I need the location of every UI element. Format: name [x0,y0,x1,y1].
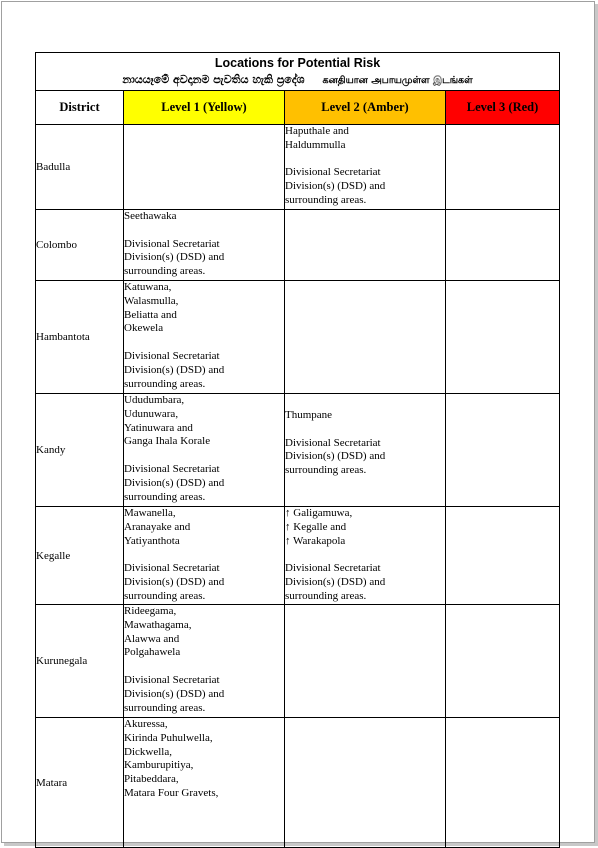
level-3-cell [446,394,560,507]
location-line: Dickwella, [124,745,172,758]
location-line: Haldummulla [285,138,346,151]
dsd-note-line: Divisional Secretariat [285,562,381,575]
dsd-note-line: Division(s) (DSD) and [285,450,386,463]
location-line: Haputhale and [285,125,349,137]
spacer [124,336,284,350]
level-2-cell [285,605,446,718]
dsd-note-line: surrounding areas. [124,701,206,714]
dsd-note-line: surrounding areas. [124,265,206,278]
location-line: Thumpane [285,409,333,421]
dsd-note-line: Division(s) (DSD) and [124,363,225,376]
level-2-cell [285,210,446,281]
dsd-note-line: surrounding areas. [285,589,367,602]
location-line: Rideegama, [124,605,177,617]
title-sinhala: නායයෑමේ අවදානම පැවතිය හැකි ප්‍රදේශ [122,73,305,86]
location-line: Katuwana, [124,281,172,293]
level-3-cell [446,281,560,394]
level-1-cell [124,394,285,507]
level-2-cell [285,507,446,605]
level-1-cell [124,507,285,605]
location-line: Yatiyanthota [124,534,180,547]
table-row [36,605,560,718]
level-3-cell [446,605,560,718]
table-row [36,125,560,210]
risk-table [35,52,560,848]
level-3-cell [446,718,560,848]
dsd-note-line: Division(s) (DSD) and [285,180,386,193]
location-line: Alawwa and [124,632,180,645]
location-line: Beliatta and [124,308,177,321]
dsd-note-line: surrounding areas. [285,193,367,206]
level-1-cell [124,210,285,281]
title-english: Locations for Potential Risk [214,56,381,70]
district-cell: Kandy [36,394,124,507]
location-line: Mawanella, [124,507,176,519]
location-line: Matara Four Gravets, [124,786,219,799]
location-line: ↑ Kegalle and [285,520,347,533]
table-title [36,53,560,91]
dsd-note-line: Divisional Secretariat [285,436,381,449]
location-line: Yatinuwara and [124,421,193,434]
header-level-1: Level 1 (Yellow) [124,91,285,125]
location-line: Mawathagama, [124,618,192,631]
title-local [36,72,559,89]
dsd-note-line: Division(s) (DSD) and [124,476,225,489]
dsd-note-line: Division(s) (DSD) and [285,575,386,588]
dsd-note-line: Divisional Secretariat [124,462,220,475]
district-cell: Hambantota [36,281,124,394]
district-cell: Colombo [36,210,124,281]
location-line: ↑ Warakapola [285,534,346,547]
header-level-3: Level 3 (Red) [446,91,560,125]
dsd-note-line: Divisional Secretariat [124,673,220,686]
spacer [124,660,284,674]
location-line: Walasmulla, [124,294,179,307]
dsd-note-line: surrounding areas. [124,377,206,390]
dsd-note-line: Division(s) (DSD) and [124,687,225,700]
dsd-note-line: surrounding areas. [124,490,206,503]
dsd-note-line: surrounding areas. [285,464,367,477]
spacer [124,449,284,463]
district-cell: Kurunegala [36,605,124,718]
level-2-cell [285,125,446,210]
dsd-note-line: Divisional Secretariat [285,166,381,179]
location-line: Polgahawela [124,646,181,659]
dsd-note-line: Divisional Secretariat [124,237,220,250]
spacer [285,548,445,562]
level-1-cell [124,605,285,718]
table-row [36,718,560,848]
title-tamil: கனதியான அபாயமுள்ள இடங்கள் [322,75,473,86]
location-line: Akuressa, [124,718,168,730]
location-line: ↑ Galigamuwa, [285,507,353,519]
location-line: Okewela [124,322,164,335]
level-2-cell [285,394,446,507]
location-line: Ududumbara, [124,394,185,406]
dsd-note-line: Division(s) (DSD) and [124,251,225,264]
location-line: Aranayake and [124,520,191,533]
district-cell: Matara [36,718,124,848]
location-line: Pitabeddara, [124,773,179,786]
location-line: Kirinda Puhulwella, [124,731,213,744]
header-district: District [36,91,124,125]
table-row [36,507,560,605]
dsd-note-line: Divisional Secretariat [124,349,220,362]
level-1-cell [124,281,285,394]
district-cell: Badulla [36,125,124,210]
dsd-note-line: Division(s) (DSD) and [124,575,225,588]
header-level-2: Level 2 (Amber) [285,91,446,125]
table-row [36,394,560,507]
location-line: Seethawaka [124,210,177,222]
level-2-cell [285,281,446,394]
level-1-cell [124,125,285,210]
location-line: Kamburupitiya, [124,759,194,772]
location-line: Udunuwara, [124,407,179,420]
level-1-cell [124,718,285,848]
spacer [285,423,445,437]
table-row [36,281,560,394]
spacer [124,224,284,238]
district-cell: Kegalle [36,507,124,605]
level-3-cell [446,210,560,281]
spacer [285,153,445,167]
table-row [36,210,560,281]
level-3-cell [446,125,560,210]
location-line: Ganga Ihala Korale [124,435,211,448]
level-3-cell [446,507,560,605]
dsd-note-line: surrounding areas. [124,589,206,602]
spacer [124,548,284,562]
level-2-cell [285,718,446,848]
dsd-note-line: Divisional Secretariat [124,562,220,575]
